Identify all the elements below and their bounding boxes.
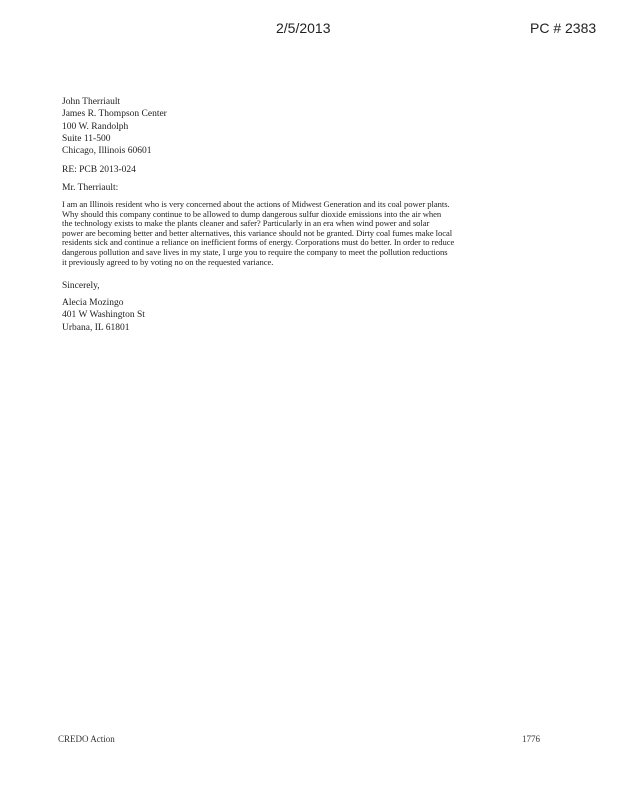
salutation: Mr. Therriault:	[62, 183, 119, 193]
recipient-street: 100 W. Randolph	[62, 121, 129, 132]
recipient-building: James R. Thompson Center	[62, 109, 167, 120]
closing: Sincerely,	[62, 281, 100, 291]
recipient-suite: Suite 11-500	[62, 133, 111, 144]
body-line: it previously agreed to by voting no on the requested variance.	[62, 256, 274, 267]
signer-city: Urbana, IL 61801	[62, 322, 130, 333]
signer-name: Alecia Mozingo	[62, 298, 124, 308]
header-pc-number: PC # 2383	[530, 20, 597, 36]
body-line: residents sick and continue a reliance on inefficient forms of energy. Corporations must do better. In order to reduce	[62, 237, 455, 248]
header-date: 2/5/2013	[276, 20, 331, 36]
recipient-city: Chicago, Illinois 60601	[62, 146, 152, 157]
reference-line: RE: PCB 2013-024	[62, 165, 136, 175]
body-line: dangerous pollution and save lives in my state, I urge you to require the company to meet the pollution reductions	[62, 246, 448, 257]
letter-body	[62, 200, 552, 267]
recipient-name: John Therriault	[62, 97, 121, 107]
body-line: I am an Illinois resident who is very concerned about the actions of Midwest Generation and its coal power plants.	[62, 199, 450, 209]
body-line: the technology exists to make the plants cleaner and safer? Particularly in an era when wind power and solar	[62, 218, 430, 229]
footer-organization: CREDO Action	[58, 734, 115, 744]
recipient-address	[62, 96, 552, 157]
body-line: power are becoming better and better alternatives, this variance should not be granted. Dirty coal fumes make local	[62, 227, 453, 238]
footer-page-number: 1776	[522, 734, 540, 744]
signer-street: 401 W Washington St	[62, 310, 145, 321]
signature-block	[62, 297, 552, 334]
body-line: Why should this company continue to be allowed to dump dangerous sulfur dioxide emissions into the air when	[62, 208, 442, 219]
